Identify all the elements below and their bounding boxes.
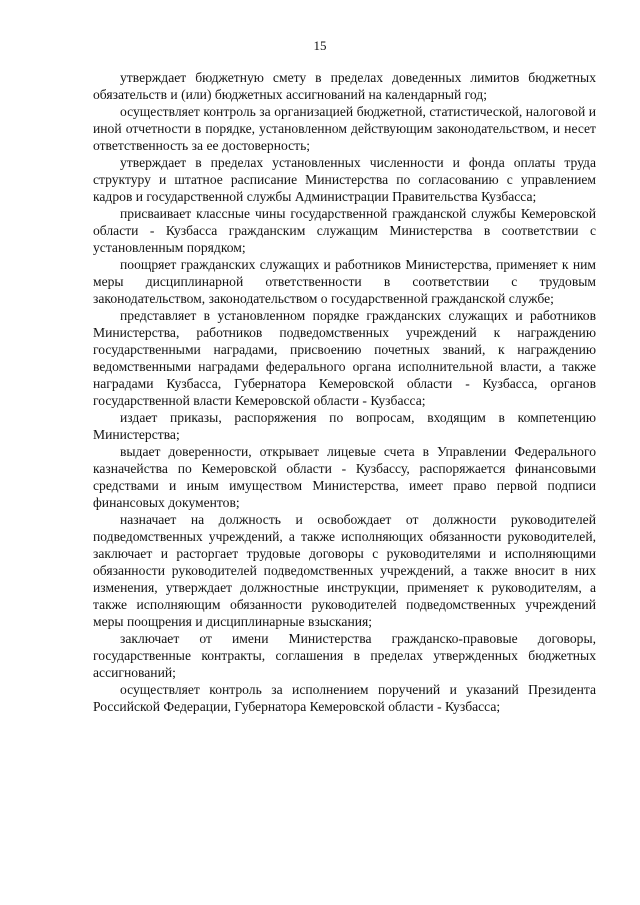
paragraph-incentives-discipline: поощряет гражданских служащих и работников Министерства, применяет к ним меры дисциплинарной ответственности в соответствии с трудовым законодательством, законодательством о государственной гражданской службе;: [93, 257, 596, 306]
paragraph-contracts: заключает от имени Министерства гражданско-правовые договоры, государственные контракты, соглашения в пределах утвержденных бюджетных ассигнований;: [93, 631, 596, 680]
paragraph-awards-nomination: представляет в установленном порядке гражданских служащих и работников Министерства, работников подведомственных учреждений к награждению государственными наградами, присвоению почетных званий, к награждению ведомственными наградами федерального органа исполнительной власти, а также наградами Кузбасса, Губернатора Кемеровской области - Кузбасса, органов государственной власти Кемеровской области - Кузбасса;: [93, 308, 596, 408]
paragraph-reporting-control: осуществляет контроль за организацией бюджетной, статистической, налоговой и иной отчетности в порядке, установленном действующим законодательством, и несет ответственность за ее достоверность;: [93, 104, 596, 153]
paragraph-orders: издает приказы, распоряжения по вопросам, входящим в компетенцию Министерства;: [93, 410, 596, 442]
paragraph-powers-of-attorney: выдает доверенности, открывает лицевые счета в Управлении Федерального казначейства по Кемеровской области - Кузбассу, распоряжается финансовыми средствами и иным имуществом Министерства, имеет право первой подписи финансовых документов;: [93, 444, 596, 510]
document-body: [93, 69, 596, 715]
paragraph-appointments: назначает на должность и освобождает от должности руководителей подведомственных учреждений, а также исполняющих обязанности руководителей, заключает и расторгает трудовые договоры с руководителями и исполняющими обязанности руководителей подведомственных учреждений, а также вносит в них изменения, утверждает должностные инструкции, применяет к руководителям, а также исполняющим обязанности руководителей подведомственных учреждений меры поощрения и дисциплинарные взыскания;: [93, 512, 596, 629]
paragraph-instructions-control: осуществляет контроль за исполнением поручений и указаний Президента Российской Федерации, Губернатора Кемеровской области - Кузбасса;: [93, 682, 596, 714]
paragraph-budget-estimate: утверждает бюджетную смету в пределах доведенных лимитов бюджетных обязательств и (или) бюджетных ассигнований на календарный год;: [93, 70, 596, 102]
paragraph-class-ranks: присваивает классные чины государственной гражданской службы Кемеровской области - Кузбасса гражданским служащим Министерства в соответствии с установленным порядком;: [93, 206, 596, 255]
page-number: 15: [313, 38, 327, 53]
paragraph-staff-structure: утверждает в пределах установленных численности и фонда оплаты труда структуру и штатное расписание Министерства по согласованию с управлением кадров и государственной службы Администрации Правительства Кузбасса;: [93, 155, 596, 204]
